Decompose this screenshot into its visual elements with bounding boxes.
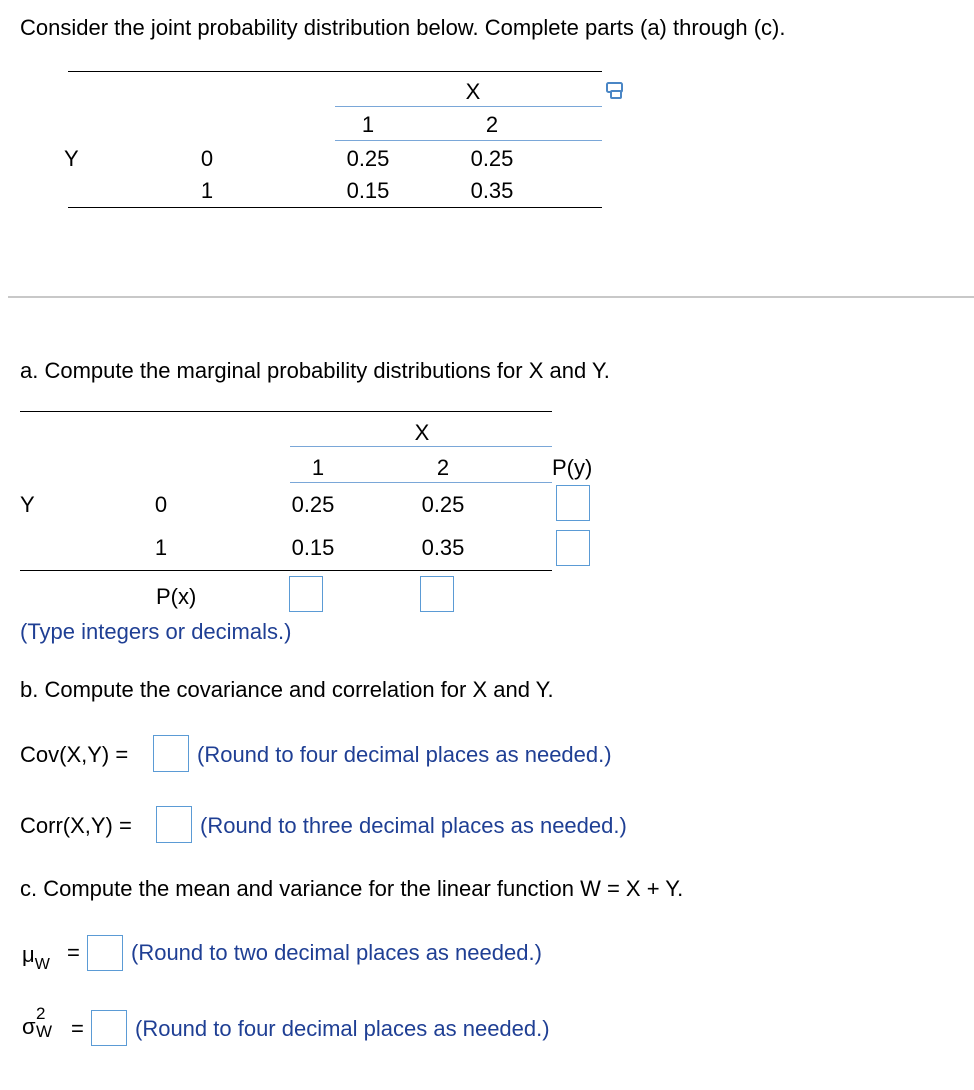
cov-hint: (Round to four decimal places as needed.) bbox=[197, 742, 612, 767]
cov-input[interactable] bbox=[153, 735, 189, 772]
mean-input[interactable] bbox=[87, 935, 123, 971]
table2-cell: 0.35 bbox=[421, 535, 465, 560]
table2-x-header: X bbox=[414, 420, 430, 445]
table1-cell: 0.35 bbox=[470, 178, 514, 203]
copy-table-icon[interactable] bbox=[604, 80, 626, 102]
mean-symbol: $\mu_W$ bbox=[22, 942, 50, 974]
table1-x-value: 1 bbox=[361, 112, 375, 137]
variance-input[interactable] bbox=[91, 1010, 127, 1046]
table2-y-value: 0 bbox=[154, 492, 168, 517]
part-a-note: (Type integers or decimals.) bbox=[20, 619, 292, 644]
px2-input[interactable] bbox=[420, 576, 454, 612]
table2-cell: 0.25 bbox=[291, 492, 335, 517]
section-divider bbox=[8, 296, 974, 298]
table2-cell: 0.25 bbox=[421, 492, 465, 517]
table2-cell: 0.15 bbox=[291, 535, 335, 560]
px1-input[interactable] bbox=[289, 576, 323, 612]
table1-cell: 0.25 bbox=[346, 146, 390, 171]
table1-cell: 0.25 bbox=[470, 146, 514, 171]
variance-symbol: σ 2 W bbox=[22, 1004, 53, 1041]
table1-y-value: 0 bbox=[200, 146, 214, 171]
table1-y-value: 1 bbox=[200, 178, 214, 203]
part-b-prompt: b. Compute the covariance and correlation for X and Y. bbox=[20, 677, 554, 702]
px-label: P(x) bbox=[156, 584, 197, 609]
corr-input[interactable] bbox=[156, 806, 192, 843]
mean-hint: (Round to two decimal places as needed.) bbox=[131, 940, 542, 965]
py-header: P(y) bbox=[552, 455, 593, 480]
table2-y-label: Y bbox=[20, 492, 35, 517]
part-c-prompt: c. Compute the mean and variance for the linear function W = X + Y. bbox=[20, 876, 684, 901]
table1-y-label: Y bbox=[64, 146, 79, 171]
table1-x-value: 2 bbox=[485, 112, 499, 137]
cov-label: Cov(X,Y) = bbox=[20, 742, 129, 767]
variance-hint: (Round to four decimal places as needed.) bbox=[135, 1016, 550, 1041]
table2-y-value: 1 bbox=[154, 535, 168, 560]
mean-equals: = bbox=[67, 940, 80, 965]
table1-cell: 0.15 bbox=[346, 178, 390, 203]
part-a-prompt: a. Compute the marginal probability distributions for X and Y. bbox=[20, 358, 610, 383]
table2-x-value: 2 bbox=[436, 455, 450, 480]
table1-x-header: X bbox=[465, 79, 481, 104]
variance-equals: = bbox=[71, 1016, 84, 1041]
question-intro: Consider the joint probability distribution below. Complete parts (a) through (c). bbox=[20, 15, 786, 40]
table2-x-value: 1 bbox=[311, 455, 325, 480]
corr-label: Corr(X,Y) = bbox=[20, 813, 132, 838]
py1-input[interactable] bbox=[556, 530, 590, 566]
corr-hint: (Round to three decimal places as needed.) bbox=[200, 813, 627, 838]
py0-input[interactable] bbox=[556, 485, 590, 521]
